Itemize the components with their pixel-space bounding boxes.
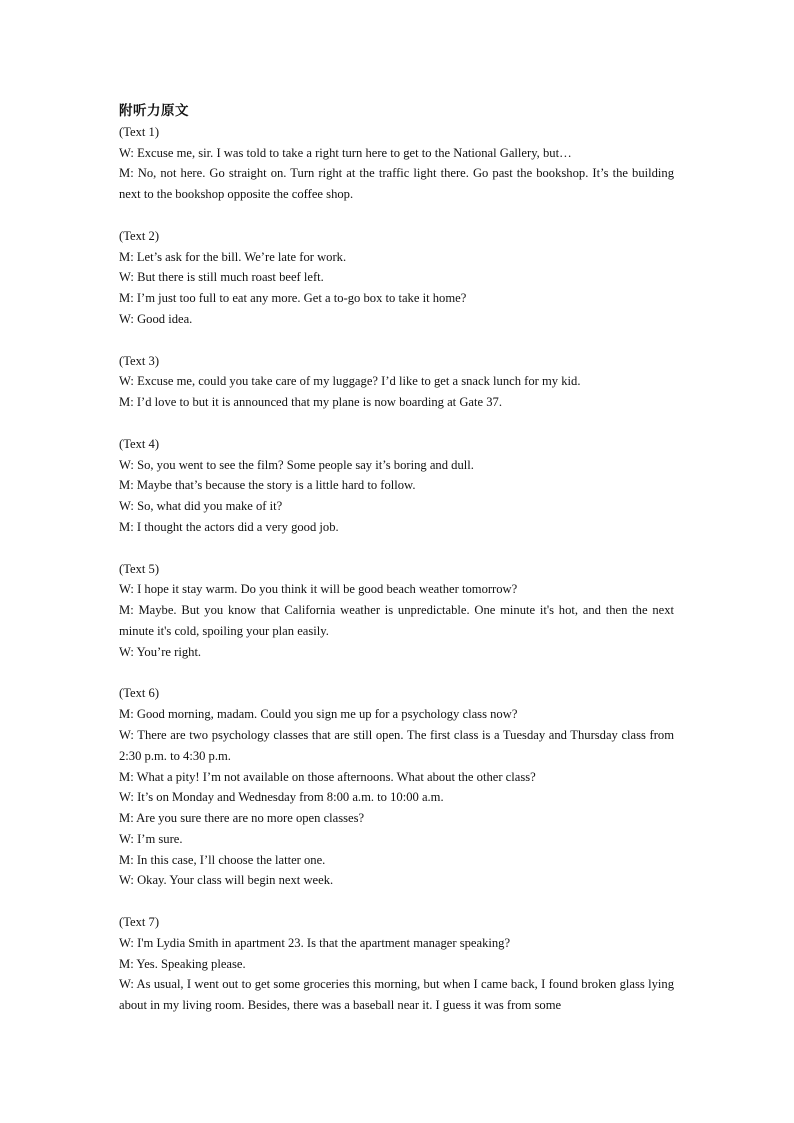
section-spacer — [119, 330, 674, 351]
dialogue-line: M: Maybe that’s because the story is a little hard to follow. — [119, 478, 416, 493]
section-label: (Text 1) — [119, 124, 160, 139]
dialogue-line: W: It’s on Monday and Wednesday from 8:00 a.m. to 10:00 a.m. — [119, 790, 444, 805]
dialogue-line: W: Excuse me, could you take care of my luggage? I’d like to get a snack lunch for my kid. — [119, 374, 581, 389]
dialogue-line: M: No, not here. Go straight on. Turn right at the traffic light there. Go past the bookshop. It’s the building next to the bookshop opposite the coffee shop. — [119, 166, 674, 202]
document-title: 附听力原文 — [119, 103, 189, 119]
dialogue-line: M: Yes. Speaking please. — [119, 956, 246, 971]
dialogue-line: W: As usual, I went out to get some groceries this morning, but when I came back, I found broken glass lying about in my living room. Besides, there was a baseball near it. I guess it was from some — [119, 977, 674, 1013]
dialogue-line: W: I'm Lydia Smith in apartment 23. Is that the apartment manager speaking? — [119, 935, 511, 950]
text-7-section — [119, 912, 674, 1016]
section-label: (Text 4) — [119, 436, 160, 451]
section-spacer — [119, 205, 674, 226]
dialogue-line: W: So, what did you make of it? — [119, 499, 283, 514]
section-label: (Text 2) — [119, 228, 160, 243]
dialogue-line: M: Let’s ask for the bill. We’re late for work. — [119, 249, 347, 264]
dialogue-line: W: Good idea. — [119, 311, 193, 326]
section-spacer — [119, 413, 674, 434]
section-label: (Text 6) — [119, 686, 160, 701]
text-1-section — [119, 122, 674, 205]
dialogue-line: W: I’m sure. — [119, 831, 183, 846]
section-spacer — [119, 663, 674, 684]
section-label: (Text 7) — [119, 915, 160, 930]
text-2-section — [119, 226, 674, 330]
dialogue-line: M: Are you sure there are no more open classes? — [119, 811, 365, 826]
text-4-section — [119, 434, 674, 538]
dialogue-line: M: In this case, I’ll choose the latter one. — [119, 852, 326, 867]
dialogue-line: W: I hope it stay warm. Do you think it will be good beach weather tomorrow? — [119, 582, 518, 597]
dialogue-line: M: I thought the actors did a very good job. — [119, 519, 339, 534]
dialogue-line: W: But there is still much roast beef left. — [119, 270, 324, 285]
dialogue-line: W: So, you went to see the film? Some people say it’s boring and dull. — [119, 457, 474, 472]
dialogue-line: M: Good morning, madam. Could you sign me up for a psychology class now? — [119, 707, 518, 722]
dialogue-line: M: What a pity! I’m not available on those afternoons. What about the other class? — [119, 769, 536, 784]
section-label: (Text 3) — [119, 353, 160, 368]
text-6-section — [119, 683, 674, 891]
transcript-page — [119, 101, 674, 1016]
dialogue-line: W: Okay. Your class will begin next week. — [119, 873, 334, 888]
section-spacer — [119, 538, 674, 559]
dialogue-line: W: There are two psychology classes that are still open. The first class is a Tuesday and Thursday class from 2:30 p.m. to 4:30 p.m. — [119, 727, 674, 763]
text-3-section — [119, 351, 674, 413]
section-label: (Text 5) — [119, 561, 160, 576]
dialogue-line: M: Maybe. But you know that California weather is unpredictable. One minute it's hot, and then the next minute it's cold, spoiling your plan easily. — [119, 603, 674, 638]
text-5-section — [119, 559, 674, 663]
section-spacer — [119, 891, 674, 912]
dialogue-line: M: I’d love to but it is announced that my plane is now boarding at Gate 37. — [119, 395, 502, 410]
dialogue-line: W: Excuse me, sir. I was told to take a right turn here to get to the National Gallery, but… — [119, 145, 572, 160]
dialogue-line: M: I’m just too full to eat any more. Get a to-go box to take it home? — [119, 291, 467, 306]
dialogue-line: W: You’re right. — [119, 644, 202, 659]
